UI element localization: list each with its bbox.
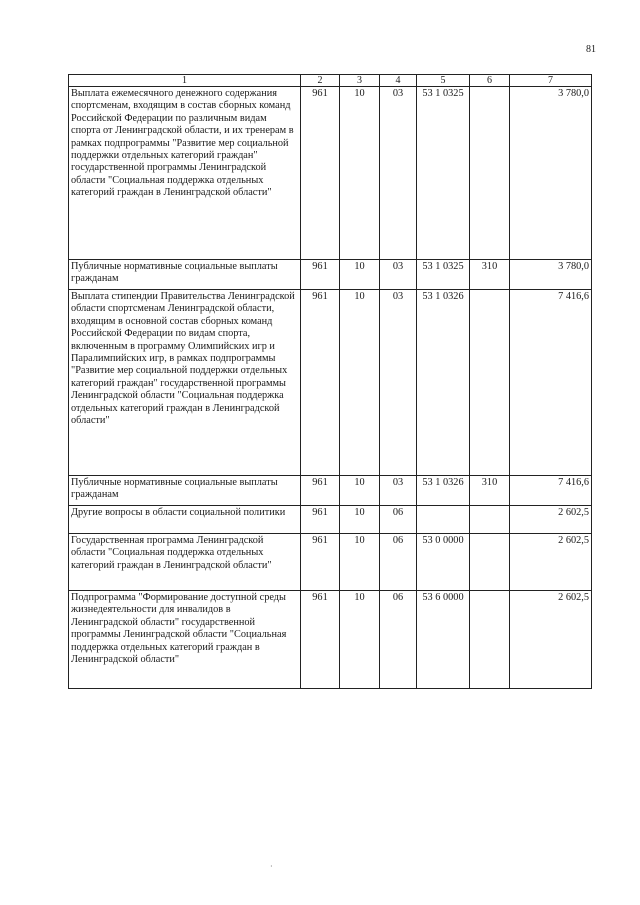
header-cell-7: 7: [510, 75, 592, 87]
section-code: 10: [340, 260, 380, 290]
target-article-code: 53 1 0326: [417, 476, 470, 506]
ministry-code: 961: [301, 260, 340, 290]
ministry-code: 961: [301, 591, 340, 689]
expense-type-code: [470, 87, 510, 260]
target-article-code: [417, 506, 470, 534]
ministry-code: 961: [301, 476, 340, 506]
page-number: 81: [586, 44, 596, 55]
header-cell-2: 2: [301, 75, 340, 87]
row-description: Государственная программа Ленинградской области "Социальная поддержка отдельных категорий граждан в Ленинградской области": [69, 534, 301, 591]
row-description: Публичные нормативные социальные выплаты гражданам: [69, 476, 301, 506]
target-article-code: 53 1 0326: [417, 290, 470, 476]
subsection-code: 03: [380, 87, 417, 260]
row-description: Подпрограмма "Формирование доступной среды жизнедеятельности для инвалидов в Ленинградской области" государственной программы Ленинградской области "Социальная поддержка отдельных категорий граждан в Ленинградской области": [69, 591, 301, 689]
ministry-code: 961: [301, 87, 340, 260]
section-code: 10: [340, 87, 380, 260]
row-description: Выплата ежемесячного денежного содержания спортсменам, входящим в состав сборных команд Российской Федерации по различным видам спорта от Ленинградской области, и их тренерам в рамках подпрограммы "Развитие мер социальной поддержки отдельных категорий граждан" государственной программы Ленинградской области "Социальная поддержка отдельных категорий граждан в Ленинградской области": [69, 87, 301, 260]
ministry-code: 961: [301, 534, 340, 591]
table-row: [69, 260, 592, 290]
table-row: [69, 476, 592, 506]
header-cell-4: 4: [380, 75, 417, 87]
amount: 2 602,5: [510, 534, 592, 591]
subsection-code: 03: [380, 290, 417, 476]
subsection-code: 06: [380, 591, 417, 689]
target-article-code: 53 1 0325: [417, 87, 470, 260]
target-article-code: 53 0 0000: [417, 534, 470, 591]
budget-table: [68, 74, 592, 689]
amount: 7 416,6: [510, 476, 592, 506]
table-row: [69, 506, 592, 534]
table-header-row: [69, 75, 592, 87]
expense-type-code: [470, 591, 510, 689]
table-row: [69, 534, 592, 591]
expense-type-code: 310: [470, 476, 510, 506]
table-row: [69, 87, 592, 260]
header-cell-1: 1: [69, 75, 301, 87]
target-article-code: 53 6 0000: [417, 591, 470, 689]
expense-type-code: [470, 506, 510, 534]
subsection-code: 03: [380, 476, 417, 506]
expense-type-code: [470, 290, 510, 476]
ministry-code: 961: [301, 290, 340, 476]
header-cell-6: 6: [470, 75, 510, 87]
target-article-code: 53 1 0325: [417, 260, 470, 290]
row-description: Публичные нормативные социальные выплаты гражданам: [69, 260, 301, 290]
section-code: 10: [340, 591, 380, 689]
amount: 3 780,0: [510, 260, 592, 290]
header-cell-3: 3: [340, 75, 380, 87]
section-code: 10: [340, 534, 380, 591]
ministry-code: 961: [301, 506, 340, 534]
table-row: [69, 591, 592, 689]
subsection-code: 03: [380, 260, 417, 290]
row-description: Другие вопросы в области социальной политики: [69, 506, 301, 534]
expense-type-code: 310: [470, 260, 510, 290]
subsection-code: 06: [380, 506, 417, 534]
amount: 2 602,5: [510, 591, 592, 689]
scan-mark: ·: [270, 862, 273, 871]
expense-type-code: [470, 534, 510, 591]
amount: 7 416,6: [510, 290, 592, 476]
header-cell-5: 5: [417, 75, 470, 87]
section-code: 10: [340, 290, 380, 476]
subsection-code: 06: [380, 534, 417, 591]
section-code: 10: [340, 476, 380, 506]
amount: 3 780,0: [510, 87, 592, 260]
table-row: [69, 290, 592, 476]
section-code: 10: [340, 506, 380, 534]
amount: 2 602,5: [510, 506, 592, 534]
row-description: Выплата стипендии Правительства Ленинградской области спортсменам Ленинградской области, входящим в основной состав сборных команд Российской Федерации по видам спорта, включенным в программу Олимпийских игр и Паралимпийских игр, в рамках подпрограммы "Развитие мер социальной поддержки отдельных категорий граждан" государственной программы Ленинградской области "Социальная поддержка отдельных категорий граждан в Ленинградской области": [69, 290, 301, 476]
